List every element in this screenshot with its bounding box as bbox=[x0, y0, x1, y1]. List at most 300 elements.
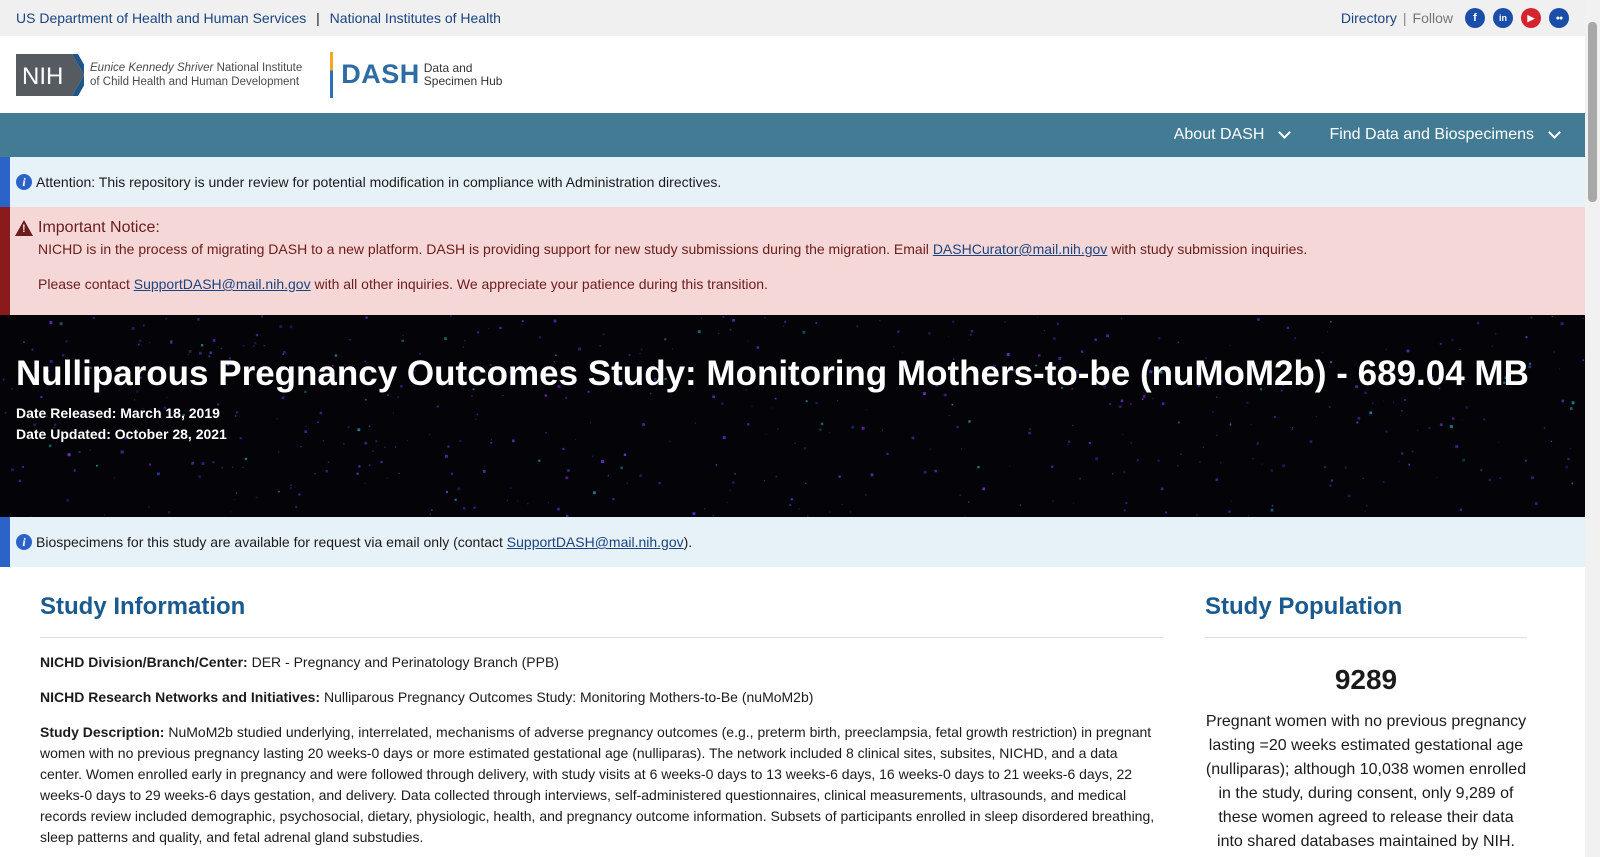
attention-alert bbox=[0, 157, 1585, 207]
star-dot bbox=[1331, 479, 1333, 481]
star-dot bbox=[1009, 465, 1010, 466]
star-dot bbox=[471, 395, 473, 397]
star-dot bbox=[1126, 502, 1128, 504]
dash-curator-email-link[interactable]: DASHCurator@mail.nih.gov bbox=[932, 241, 1108, 257]
star-dot bbox=[1165, 512, 1167, 514]
star-dot bbox=[242, 467, 243, 468]
star-dot bbox=[1121, 318, 1122, 319]
star-dot bbox=[1552, 316, 1553, 317]
star-dot bbox=[554, 320, 557, 323]
star-dot bbox=[789, 504, 791, 506]
population-description: Pregnant women with no previous pregnancy lasting =20 weeks estimated gestational age (nulliparas); although 10,038 women enrolled in the study, during consent, only 9,289 of these women agreed to release their data into shared databases maintained by NIH. bbox=[1205, 713, 1527, 850]
star-dot bbox=[349, 339, 350, 340]
star-dot bbox=[300, 446, 301, 447]
star-dot bbox=[1112, 473, 1113, 474]
star-dot bbox=[732, 319, 735, 322]
star-dot bbox=[261, 315, 263, 317]
star-dot bbox=[1095, 457, 1098, 460]
study-population-section bbox=[1205, 567, 1527, 854]
nav-find-data[interactable] bbox=[1329, 126, 1559, 144]
star-dot bbox=[764, 317, 765, 318]
star-dot bbox=[373, 451, 374, 452]
star-dot bbox=[143, 325, 145, 327]
star-dot bbox=[517, 500, 518, 501]
nichd-name-line2: of Child Health and Human Development bbox=[90, 75, 300, 88]
star-dot bbox=[278, 451, 280, 453]
star-dot bbox=[704, 508, 705, 509]
follow-label: Follow bbox=[1412, 10, 1453, 26]
star-dot bbox=[507, 500, 508, 501]
star-dot bbox=[364, 483, 365, 484]
star-dot bbox=[565, 476, 568, 479]
star-dot bbox=[601, 460, 604, 463]
networks-field bbox=[40, 687, 1163, 708]
star-dot bbox=[829, 511, 830, 512]
facebook-icon[interactable]: f bbox=[1465, 8, 1485, 28]
star-dot bbox=[961, 448, 962, 449]
star-dot bbox=[1363, 478, 1364, 479]
star-dot bbox=[464, 340, 465, 341]
linkedin-icon[interactable]: in bbox=[1493, 8, 1513, 28]
dash-sub-line2: Specimen Hub bbox=[423, 73, 503, 88]
warning-icon: ! bbox=[15, 220, 33, 236]
star-dot bbox=[641, 349, 643, 351]
star-dot bbox=[455, 499, 457, 501]
nichd-logo[interactable] bbox=[16, 54, 302, 96]
nav-about-dash[interactable] bbox=[1174, 126, 1290, 144]
star-dot bbox=[807, 515, 808, 516]
youtube-icon[interactable]: ▶ bbox=[1521, 8, 1541, 28]
star-dot bbox=[1562, 400, 1565, 403]
star-dot bbox=[245, 458, 247, 460]
chevron-down-icon bbox=[1548, 126, 1561, 139]
star-dot bbox=[1106, 334, 1109, 337]
biospecimens-alert bbox=[0, 517, 1585, 567]
star-dot bbox=[727, 502, 728, 503]
star-dot bbox=[90, 449, 91, 450]
biospecimens-email-link[interactable]: SupportDASH@mail.nih.gov bbox=[506, 534, 684, 550]
utility-links bbox=[16, 10, 501, 26]
star-dot bbox=[968, 501, 969, 502]
study-dates bbox=[16, 403, 1569, 445]
star-dot bbox=[1178, 342, 1179, 343]
star-dot bbox=[716, 464, 718, 466]
star-dot bbox=[1248, 515, 1249, 516]
star-dot bbox=[278, 491, 280, 493]
star-dot bbox=[1257, 318, 1260, 321]
star-dot bbox=[1294, 337, 1296, 339]
star-dot bbox=[1020, 505, 1021, 506]
star-dot bbox=[603, 333, 605, 335]
star-dot bbox=[458, 488, 461, 491]
notice-p2-text-after: with all other inquiries. We appreciate your patience during this transition. bbox=[310, 276, 768, 292]
star-dot bbox=[1526, 336, 1528, 338]
star-dot bbox=[463, 507, 466, 510]
star-dot bbox=[139, 340, 142, 343]
star-dot bbox=[279, 325, 282, 328]
star-dot bbox=[356, 473, 358, 475]
star-dot bbox=[1451, 339, 1453, 341]
star-dot bbox=[1143, 395, 1146, 398]
star-dot bbox=[952, 321, 954, 323]
nih-logo-icon bbox=[16, 54, 84, 96]
star-dot bbox=[539, 336, 541, 338]
star-dot bbox=[369, 465, 371, 467]
star-dot bbox=[191, 462, 194, 465]
star-dot bbox=[1057, 323, 1059, 325]
star-dot bbox=[1567, 458, 1569, 460]
star-dot bbox=[522, 320, 524, 322]
star-dot bbox=[232, 467, 233, 468]
star-dot bbox=[49, 321, 52, 324]
star-dot bbox=[256, 334, 258, 336]
star-dot bbox=[197, 318, 200, 321]
nih-link[interactable]: National Institutes of Health bbox=[329, 10, 501, 26]
division-label: NICHD Division/Branch/Center: bbox=[40, 654, 248, 670]
star-dot bbox=[693, 512, 696, 515]
dash-logo[interactable] bbox=[330, 52, 502, 98]
flickr-icon[interactable]: ●● bbox=[1549, 8, 1569, 28]
star-dot bbox=[149, 342, 150, 343]
support-dash-email-link[interactable]: SupportDASH@mail.nih.gov bbox=[133, 276, 311, 292]
notice-p1-text: NICHD is in the process of migrating DASH to a new platform. DASH is providing support for new study submissions during the migration. Email bbox=[38, 241, 933, 257]
star-dot bbox=[600, 345, 602, 347]
star-dot bbox=[22, 466, 24, 468]
star-dot bbox=[664, 338, 666, 340]
star-dot bbox=[201, 344, 203, 346]
star-dot bbox=[1440, 343, 1442, 345]
star-dot bbox=[1271, 509, 1274, 512]
star-dot bbox=[198, 475, 201, 478]
star-dot bbox=[539, 456, 540, 457]
star-dot bbox=[384, 447, 386, 449]
star-dot bbox=[608, 475, 609, 476]
star-dot bbox=[1330, 485, 1332, 487]
dash-logo-word: DASH bbox=[341, 59, 420, 89]
star-dot bbox=[445, 455, 448, 458]
star-dot bbox=[40, 396, 42, 398]
notice-paragraph-2 bbox=[38, 276, 1585, 292]
star-dot bbox=[968, 339, 969, 340]
star-dot bbox=[1196, 514, 1198, 516]
star-dot bbox=[698, 330, 701, 333]
star-dot bbox=[924, 471, 927, 474]
directory-link[interactable]: Directory bbox=[1340, 10, 1397, 26]
star-dot bbox=[1499, 477, 1501, 479]
star-dot bbox=[1330, 321, 1332, 323]
star-dot bbox=[1535, 502, 1538, 505]
notice-p2-text: Please contact bbox=[38, 276, 134, 292]
star-dot bbox=[1180, 453, 1182, 455]
star-dot bbox=[538, 460, 540, 462]
star-dot bbox=[365, 399, 367, 401]
star-dot bbox=[74, 469, 75, 470]
star-dot bbox=[483, 470, 486, 473]
star-dot bbox=[282, 397, 285, 400]
star-dot bbox=[3, 379, 5, 381]
star-dot bbox=[527, 503, 529, 505]
notice-title-text: Important Notice: bbox=[38, 219, 160, 236]
star-dot bbox=[446, 491, 448, 493]
star-dot bbox=[764, 480, 765, 481]
star-dot bbox=[1412, 451, 1414, 453]
star-dot bbox=[314, 473, 315, 474]
star-dot bbox=[1324, 466, 1326, 468]
star-dot bbox=[1158, 337, 1161, 340]
star-dot bbox=[624, 454, 626, 456]
star-dot bbox=[1220, 462, 1221, 463]
star-dot bbox=[886, 453, 888, 455]
star-dot bbox=[32, 349, 34, 351]
star-dot bbox=[1525, 460, 1527, 462]
svg-text:NIH: NIH bbox=[22, 62, 64, 90]
star-dot bbox=[170, 340, 172, 342]
population-count: 9289 bbox=[1334, 664, 1398, 695]
star-dot bbox=[1462, 459, 1465, 462]
star-dot bbox=[68, 453, 71, 456]
study-population-heading: Study Population bbox=[1205, 593, 1527, 638]
description-value: NuMoM2b studied underlying, interrelated, mechanisms of adverse pregnancy outcomes (e.g., preterm birth, preeclampsia, fetal growth restriction) in pregnant women with no previous pregnancy lasting 20 weeks-0 days or more estimated gestational age (nulliparas). The network included 8 clinical sites, subsites, NICHD, and a data center. Women enrolled early in pregnancy and were followed through delivery, with study visits at 6 weeks-0 days to 13 weeks-6 days, 16 weeks-0 days to 21 weeks-6 days, 22 weeks-0 days to 29 weeks-6 days gestation, and delivery. Data collected through interviews, self-administered questionnaires, clinical measurements, ultrasounds, and medical records review included demographic, psychosocial, dietary, physiologic, health, and pregnancy outcome information. Subsets of participants enrolled in sleep disordered breathing, sleep patterns and quality, and fetal adrenal gland substudies. bbox=[40, 724, 1155, 845]
star-dot bbox=[1531, 317, 1533, 319]
star-dot bbox=[1037, 317, 1038, 318]
dash-logo-bar bbox=[330, 52, 333, 98]
star-dot bbox=[612, 498, 614, 500]
info-icon: i bbox=[16, 174, 32, 190]
division-field bbox=[40, 652, 1163, 673]
biospecimens-text bbox=[36, 534, 692, 550]
star-dot bbox=[1345, 467, 1347, 469]
star-dot bbox=[149, 464, 151, 466]
division-value: DER - Pregnancy and Perinatology Branch (PPB) bbox=[247, 654, 559, 670]
star-dot bbox=[1177, 465, 1178, 466]
star-dot bbox=[732, 481, 735, 484]
star-dot bbox=[243, 345, 245, 347]
star-dot bbox=[134, 400, 135, 401]
star-dot bbox=[222, 467, 224, 469]
star-dot bbox=[784, 321, 786, 323]
notice-title bbox=[15, 219, 1585, 237]
star-dot bbox=[290, 326, 293, 329]
star-dot bbox=[712, 396, 715, 399]
star-dot bbox=[1477, 322, 1480, 325]
star-dot bbox=[567, 469, 570, 472]
star-dot bbox=[1137, 459, 1139, 461]
biospecimens-text-after: ). bbox=[683, 534, 693, 550]
description-field bbox=[40, 722, 1163, 848]
star-dot bbox=[805, 483, 806, 484]
study-information-section bbox=[40, 567, 1163, 854]
star-dot bbox=[1455, 445, 1458, 448]
star-dot bbox=[430, 514, 431, 515]
star-dot bbox=[1401, 452, 1403, 454]
star-dot bbox=[1005, 321, 1006, 322]
star-dot bbox=[565, 397, 567, 399]
star-dot bbox=[254, 342, 257, 345]
star-dot bbox=[672, 348, 673, 349]
star-dot bbox=[842, 504, 843, 505]
star-dot bbox=[839, 476, 841, 478]
dash-sub-line1: Data and bbox=[423, 60, 473, 75]
star-dot bbox=[1271, 469, 1274, 472]
star-dot bbox=[1229, 345, 1230, 346]
star-dot bbox=[1570, 448, 1571, 449]
star-dot bbox=[1327, 331, 1328, 332]
star-dot bbox=[1079, 478, 1081, 480]
important-notice bbox=[0, 207, 1585, 315]
star-dot bbox=[11, 388, 13, 390]
star-dot bbox=[791, 498, 793, 500]
star-dot bbox=[1404, 399, 1406, 401]
star-dot bbox=[166, 397, 167, 398]
star-dot bbox=[1383, 481, 1385, 483]
star-dot bbox=[326, 470, 328, 472]
star-dot bbox=[477, 331, 479, 333]
notice-paragraph-1 bbox=[38, 241, 1585, 257]
star-dot bbox=[748, 341, 749, 342]
star-dot bbox=[1495, 333, 1497, 335]
nichd-name-italic: Eunice Kennedy Shriver bbox=[90, 61, 214, 74]
chevron-down-icon bbox=[1279, 126, 1292, 139]
star-dot bbox=[879, 320, 881, 322]
star-dot bbox=[1492, 346, 1494, 348]
star-dot bbox=[620, 467, 623, 470]
star-dot bbox=[1348, 495, 1351, 498]
star-dot bbox=[1095, 339, 1097, 341]
star-dot bbox=[11, 468, 14, 471]
star-dot bbox=[1252, 458, 1253, 459]
star-dot bbox=[1121, 400, 1124, 403]
star-dot bbox=[730, 329, 732, 331]
star-dot bbox=[807, 517, 809, 518]
star-dot bbox=[930, 449, 932, 451]
star-dot bbox=[1399, 461, 1400, 462]
star-dot bbox=[1565, 466, 1568, 469]
star-dot bbox=[734, 473, 736, 475]
star-dot bbox=[299, 494, 301, 496]
star-dot bbox=[776, 476, 778, 478]
star-dot bbox=[718, 333, 719, 334]
star-dot bbox=[639, 475, 642, 478]
star-dot bbox=[935, 470, 937, 472]
star-dot bbox=[1531, 476, 1534, 479]
star-dot bbox=[1408, 464, 1410, 466]
star-dot bbox=[557, 508, 560, 511]
star-dot bbox=[977, 466, 979, 468]
star-dot bbox=[1459, 349, 1460, 350]
star-dot bbox=[593, 491, 596, 494]
star-dot bbox=[93, 317, 96, 320]
star-dot bbox=[499, 327, 501, 329]
star-dot bbox=[1489, 479, 1492, 482]
star-dot bbox=[1052, 501, 1053, 502]
star-dot bbox=[1570, 407, 1573, 410]
page-scrollbar[interactable] bbox=[1585, 0, 1600, 857]
star-dot bbox=[960, 495, 961, 496]
biospecimens-text-before: Biospecimens for this study are available for request via email only (contact bbox=[36, 534, 507, 550]
nichd-name bbox=[90, 61, 302, 89]
star-dot bbox=[713, 515, 714, 516]
star-dot bbox=[264, 345, 265, 346]
star-dot bbox=[783, 326, 784, 327]
star-dot bbox=[402, 340, 405, 343]
star-dot bbox=[1044, 330, 1045, 331]
star-dot bbox=[1216, 478, 1219, 481]
star-dot bbox=[387, 478, 388, 479]
star-dot bbox=[1073, 503, 1074, 504]
star-dot bbox=[328, 462, 330, 464]
star-dot bbox=[5, 412, 7, 414]
scrollbar-thumb[interactable] bbox=[1588, 22, 1597, 202]
star-dot bbox=[202, 462, 205, 465]
star-dot bbox=[1203, 447, 1204, 448]
star-dot bbox=[1051, 466, 1053, 468]
star-dot bbox=[74, 470, 76, 472]
star-dot bbox=[66, 499, 69, 502]
star-dot bbox=[964, 517, 966, 518]
star-dot bbox=[503, 395, 504, 396]
star-dot bbox=[213, 339, 216, 342]
star-dot bbox=[723, 316, 725, 318]
star-dot bbox=[871, 473, 874, 476]
star-dot bbox=[806, 400, 808, 402]
star-dot bbox=[658, 482, 660, 484]
dash-logo-subtitle bbox=[424, 62, 503, 88]
star-dot bbox=[114, 477, 115, 478]
attention-text: Attention: This repository is under review for potential modification in compliance with Administration directives. bbox=[36, 174, 722, 190]
star-dot bbox=[138, 344, 140, 346]
study-content bbox=[0, 567, 1585, 854]
star-dot bbox=[231, 511, 232, 512]
star-dot bbox=[970, 334, 972, 336]
star-dot bbox=[1262, 464, 1263, 465]
star-dot bbox=[1437, 477, 1438, 478]
star-dot bbox=[395, 446, 396, 447]
star-dot bbox=[1481, 469, 1483, 471]
star-dot bbox=[730, 490, 731, 491]
nav-about-dash-label: About DASH bbox=[1173, 126, 1265, 143]
utility-pipe: | bbox=[1402, 10, 1407, 26]
star-dot bbox=[799, 508, 800, 509]
star-dot bbox=[837, 400, 838, 401]
star-dot bbox=[79, 451, 81, 453]
nav-find-data-label: Find Data and Biospecimens bbox=[1329, 126, 1534, 143]
star-dot bbox=[1386, 349, 1387, 350]
star-dot bbox=[592, 456, 594, 458]
star-dot bbox=[166, 318, 167, 319]
star-dot bbox=[1572, 483, 1574, 485]
star-dot bbox=[521, 324, 522, 325]
hhs-link[interactable]: US Department of Health and Human Services bbox=[16, 10, 307, 26]
star-dot bbox=[928, 332, 930, 334]
main-nav bbox=[0, 113, 1585, 157]
star-dot bbox=[1153, 398, 1154, 399]
star-dot bbox=[1582, 359, 1584, 361]
star-dot bbox=[865, 494, 866, 495]
description-label: Study Description: bbox=[40, 724, 165, 740]
star-dot bbox=[488, 328, 489, 329]
star-dot bbox=[1383, 401, 1384, 402]
logo-header bbox=[0, 36, 1585, 113]
star-dot bbox=[221, 348, 222, 349]
star-dot bbox=[65, 340, 67, 342]
study-hero bbox=[0, 315, 1585, 517]
star-dot bbox=[627, 483, 628, 484]
star-dot bbox=[566, 515, 569, 517]
star-dot bbox=[1124, 509, 1126, 511]
star-dot bbox=[447, 446, 449, 448]
star-dot bbox=[121, 451, 124, 454]
utility-separator: | bbox=[316, 10, 320, 26]
